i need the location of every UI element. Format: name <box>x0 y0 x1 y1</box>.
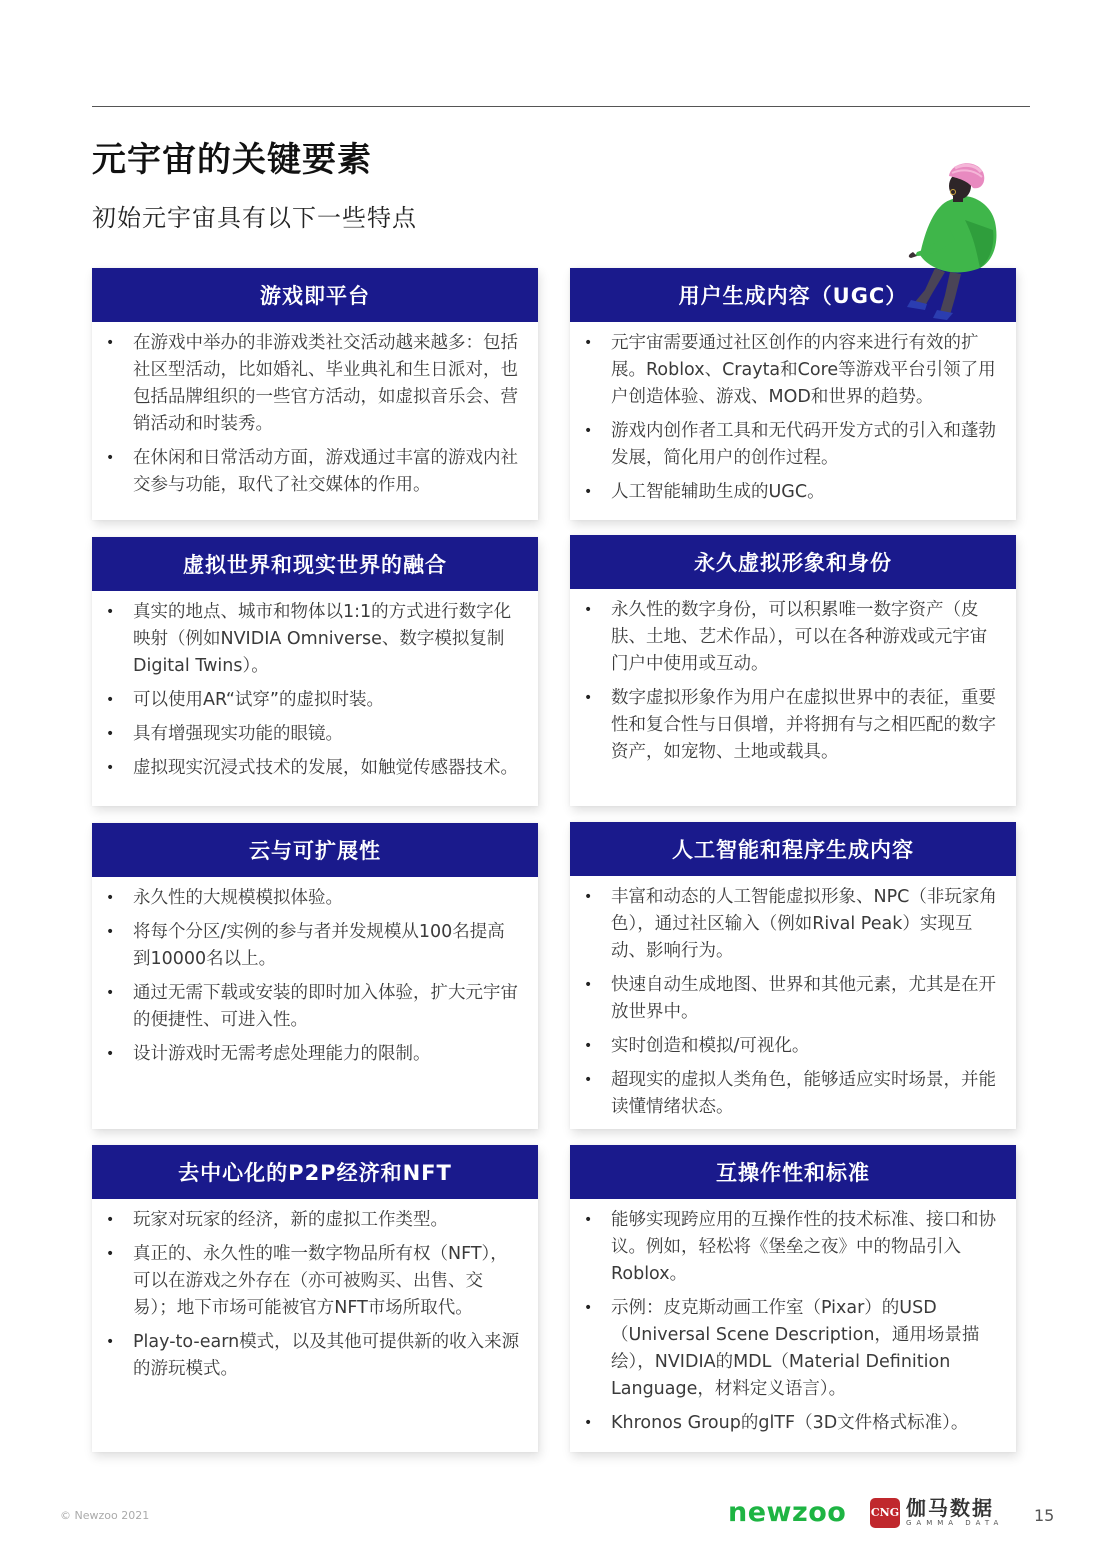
bullet-icon: • <box>584 1415 593 1431</box>
bullet-icon: • <box>584 1038 593 1054</box>
bullet-icon: • <box>584 423 593 439</box>
bullet-icon: • <box>106 1334 115 1350</box>
card-title: 游戏即平台 <box>92 268 538 322</box>
card-title: 云与可扩展性 <box>92 823 538 877</box>
sitting-person-illustration-icon <box>895 160 1005 320</box>
bullet-icon: • <box>106 450 115 466</box>
page-subtitle: 初始元宇宙具有以下一些特点 <box>92 204 417 232</box>
bullet-item: • 永久性的大规模模拟体验。 <box>104 885 522 912</box>
bullet-item: • 具有增强现实功能的眼镜。 <box>104 721 522 748</box>
bullet-item: • 永久性的数字身份，可以积累唯一数字资产（皮肤、土地、艺术作品），可以在各种游戏或元宇宙门户中使用或互动。 <box>582 597 1000 678</box>
card-persistent-avatar-identity <box>570 535 1016 806</box>
gamma-data-en-name: GAMMA DATA <box>906 1519 1004 1527</box>
bullet-icon: • <box>106 1046 115 1062</box>
copyright-text: © Newzoo 2021 <box>60 1509 150 1522</box>
bullet-item: • Khronos Group的glTF（3D文件格式标准）。 <box>582 1410 1000 1437</box>
bullet-icon: • <box>106 335 115 351</box>
gamma-data-badge-icon: CNG <box>870 1498 900 1528</box>
top-divider <box>92 106 1030 107</box>
bullet-item: • 玩家对玩家的经济，新的虚拟工作类型。 <box>104 1207 522 1234</box>
bullet-icon: • <box>106 692 115 708</box>
bullet-item: • 数字虚拟形象作为用户在虚拟世界中的表征，重要性和复合性与日俱增，并将拥有与之相匹配的数字资产，如宠物、土地或载具。 <box>582 685 1000 766</box>
bullet-item: • 在游戏中举办的非游戏类社交活动越来越多：包括社区型活动，比如婚礼、毕业典礼和生日派对，也包括品牌组织的一些官方活动，如虚拟音乐会、营销活动和时装秀。 <box>104 330 522 438</box>
bullet-icon: • <box>584 889 593 905</box>
bullet-icon: • <box>106 1246 115 1262</box>
card-title: 永久虚拟形象和身份 <box>570 535 1016 589</box>
card-cloud-scalability <box>92 823 538 1129</box>
bullet-icon: • <box>106 924 115 940</box>
bullet-icon: • <box>584 484 593 500</box>
bullet-icon: • <box>106 985 115 1001</box>
bullet-item: • 将每个分区/实例的参与者并发规模从100名提高到10000名以上。 <box>104 919 522 973</box>
bullet-icon: • <box>584 690 593 706</box>
page-title: 元宇宙的关键要素 <box>92 140 372 180</box>
bullet-item: • 示例：皮克斯动画工作室（Pixar）的USD（Universal Scene Description，通用场景描绘），NVIDIA的MDL（Material Definition Language，材料定义语言）。 <box>582 1295 1000 1403</box>
card-title: 用户生成内容（UGC） <box>570 268 1016 322</box>
card-interoperability-standards <box>570 1145 1016 1452</box>
bullet-item: • 真正的、永久性的唯一数字物品所有权（NFT），可以在游戏之外存在（亦可被购买、出售、交易）；地下市场可能被官方NFT市场所取代。 <box>104 1241 522 1322</box>
bullet-icon: • <box>584 1072 593 1088</box>
bullet-item: • 虚拟现实沉浸式技术的发展，如触觉传感器技术。 <box>104 755 522 782</box>
bullet-item: • 实时创造和模拟/可视化。 <box>582 1033 1000 1060</box>
bullet-item: • 设计游戏时无需考虑处理能力的限制。 <box>104 1041 522 1068</box>
bullet-icon: • <box>106 1212 115 1228</box>
card-title: 人工智能和程序生成内容 <box>570 822 1016 876</box>
bullet-icon: • <box>106 726 115 742</box>
bullet-icon: • <box>584 977 593 993</box>
bullet-icon: • <box>106 760 115 776</box>
bullet-item: • 丰富和动态的人工智能虚拟形象、NPC（非玩家角色），通过社区输入（例如Rival Peak）实现互动、影响行为。 <box>582 884 1000 965</box>
bullet-item: • 能够实现跨应用的互操作性的技术标准、接口和协议。例如，轻松将《堡垒之夜》中的物品引入Roblox。 <box>582 1207 1000 1288</box>
bullet-icon: • <box>106 604 115 620</box>
bullet-item: • 游戏内创作者工具和无代码开发方式的引入和蓬勃发展，简化用户的创作过程。 <box>582 418 1000 472</box>
card-title: 去中心化的P2P经济和NFT <box>92 1145 538 1199</box>
page-number: 15 <box>1034 1506 1055 1525</box>
bullet-item: • Play-to-earn模式，以及其他可提供新的收入来源的游玩模式。 <box>104 1329 522 1383</box>
bullet-item: • 可以使用AR“试穿”的虚拟时装。 <box>104 687 522 714</box>
bullet-item: • 真实的地点、城市和物体以1:1的方式进行数字化映射（例如NVIDIA Omniverse、数字模拟复制Digital Twins）。 <box>104 599 522 680</box>
bullet-icon: • <box>584 1212 593 1228</box>
card-games-as-platform <box>92 268 538 520</box>
newzoo-logo-icon: newzoo <box>728 1497 847 1528</box>
bullet-icon: • <box>584 335 593 351</box>
bullet-icon: • <box>584 602 593 618</box>
card-p2p-economy-nft <box>92 1145 538 1452</box>
bullet-item: • 通过无需下载或安装的即时加入体验，扩大元宇宙的便捷性、可进入性。 <box>104 980 522 1034</box>
bullet-item: • 元宇宙需要通过社区创作的内容来进行有效的扩展。Roblox、Crayta和Core等游戏平台引领了用户创造体验、游戏、MOD和世界的趋势。 <box>582 330 1000 411</box>
card-title: 虚拟世界和现实世界的融合 <box>92 537 538 591</box>
bullet-item: • 在休闲和日常活动方面，游戏通过丰富的游戏内社交参与功能，取代了社交媒体的作用。 <box>104 445 522 499</box>
bullet-item: • 人工智能辅助生成的UGC。 <box>582 479 1000 506</box>
card-ai-procedural-content <box>570 822 1016 1129</box>
card-title: 互操作性和标准 <box>570 1145 1016 1199</box>
gamma-data-logo <box>870 1497 1003 1528</box>
bullet-item: • 快速自动生成地图、世界和其他元素，尤其是在开放世界中。 <box>582 972 1000 1026</box>
bullet-icon: • <box>106 890 115 906</box>
bullet-item: • 超现实的虚拟人类角色，能够适应实时场景，并能读懂情绪状态。 <box>582 1067 1000 1121</box>
gamma-data-cn-name: 伽马数据 <box>906 1496 994 1520</box>
card-virtual-real-fusion <box>92 537 538 806</box>
bullet-icon: • <box>584 1300 593 1316</box>
